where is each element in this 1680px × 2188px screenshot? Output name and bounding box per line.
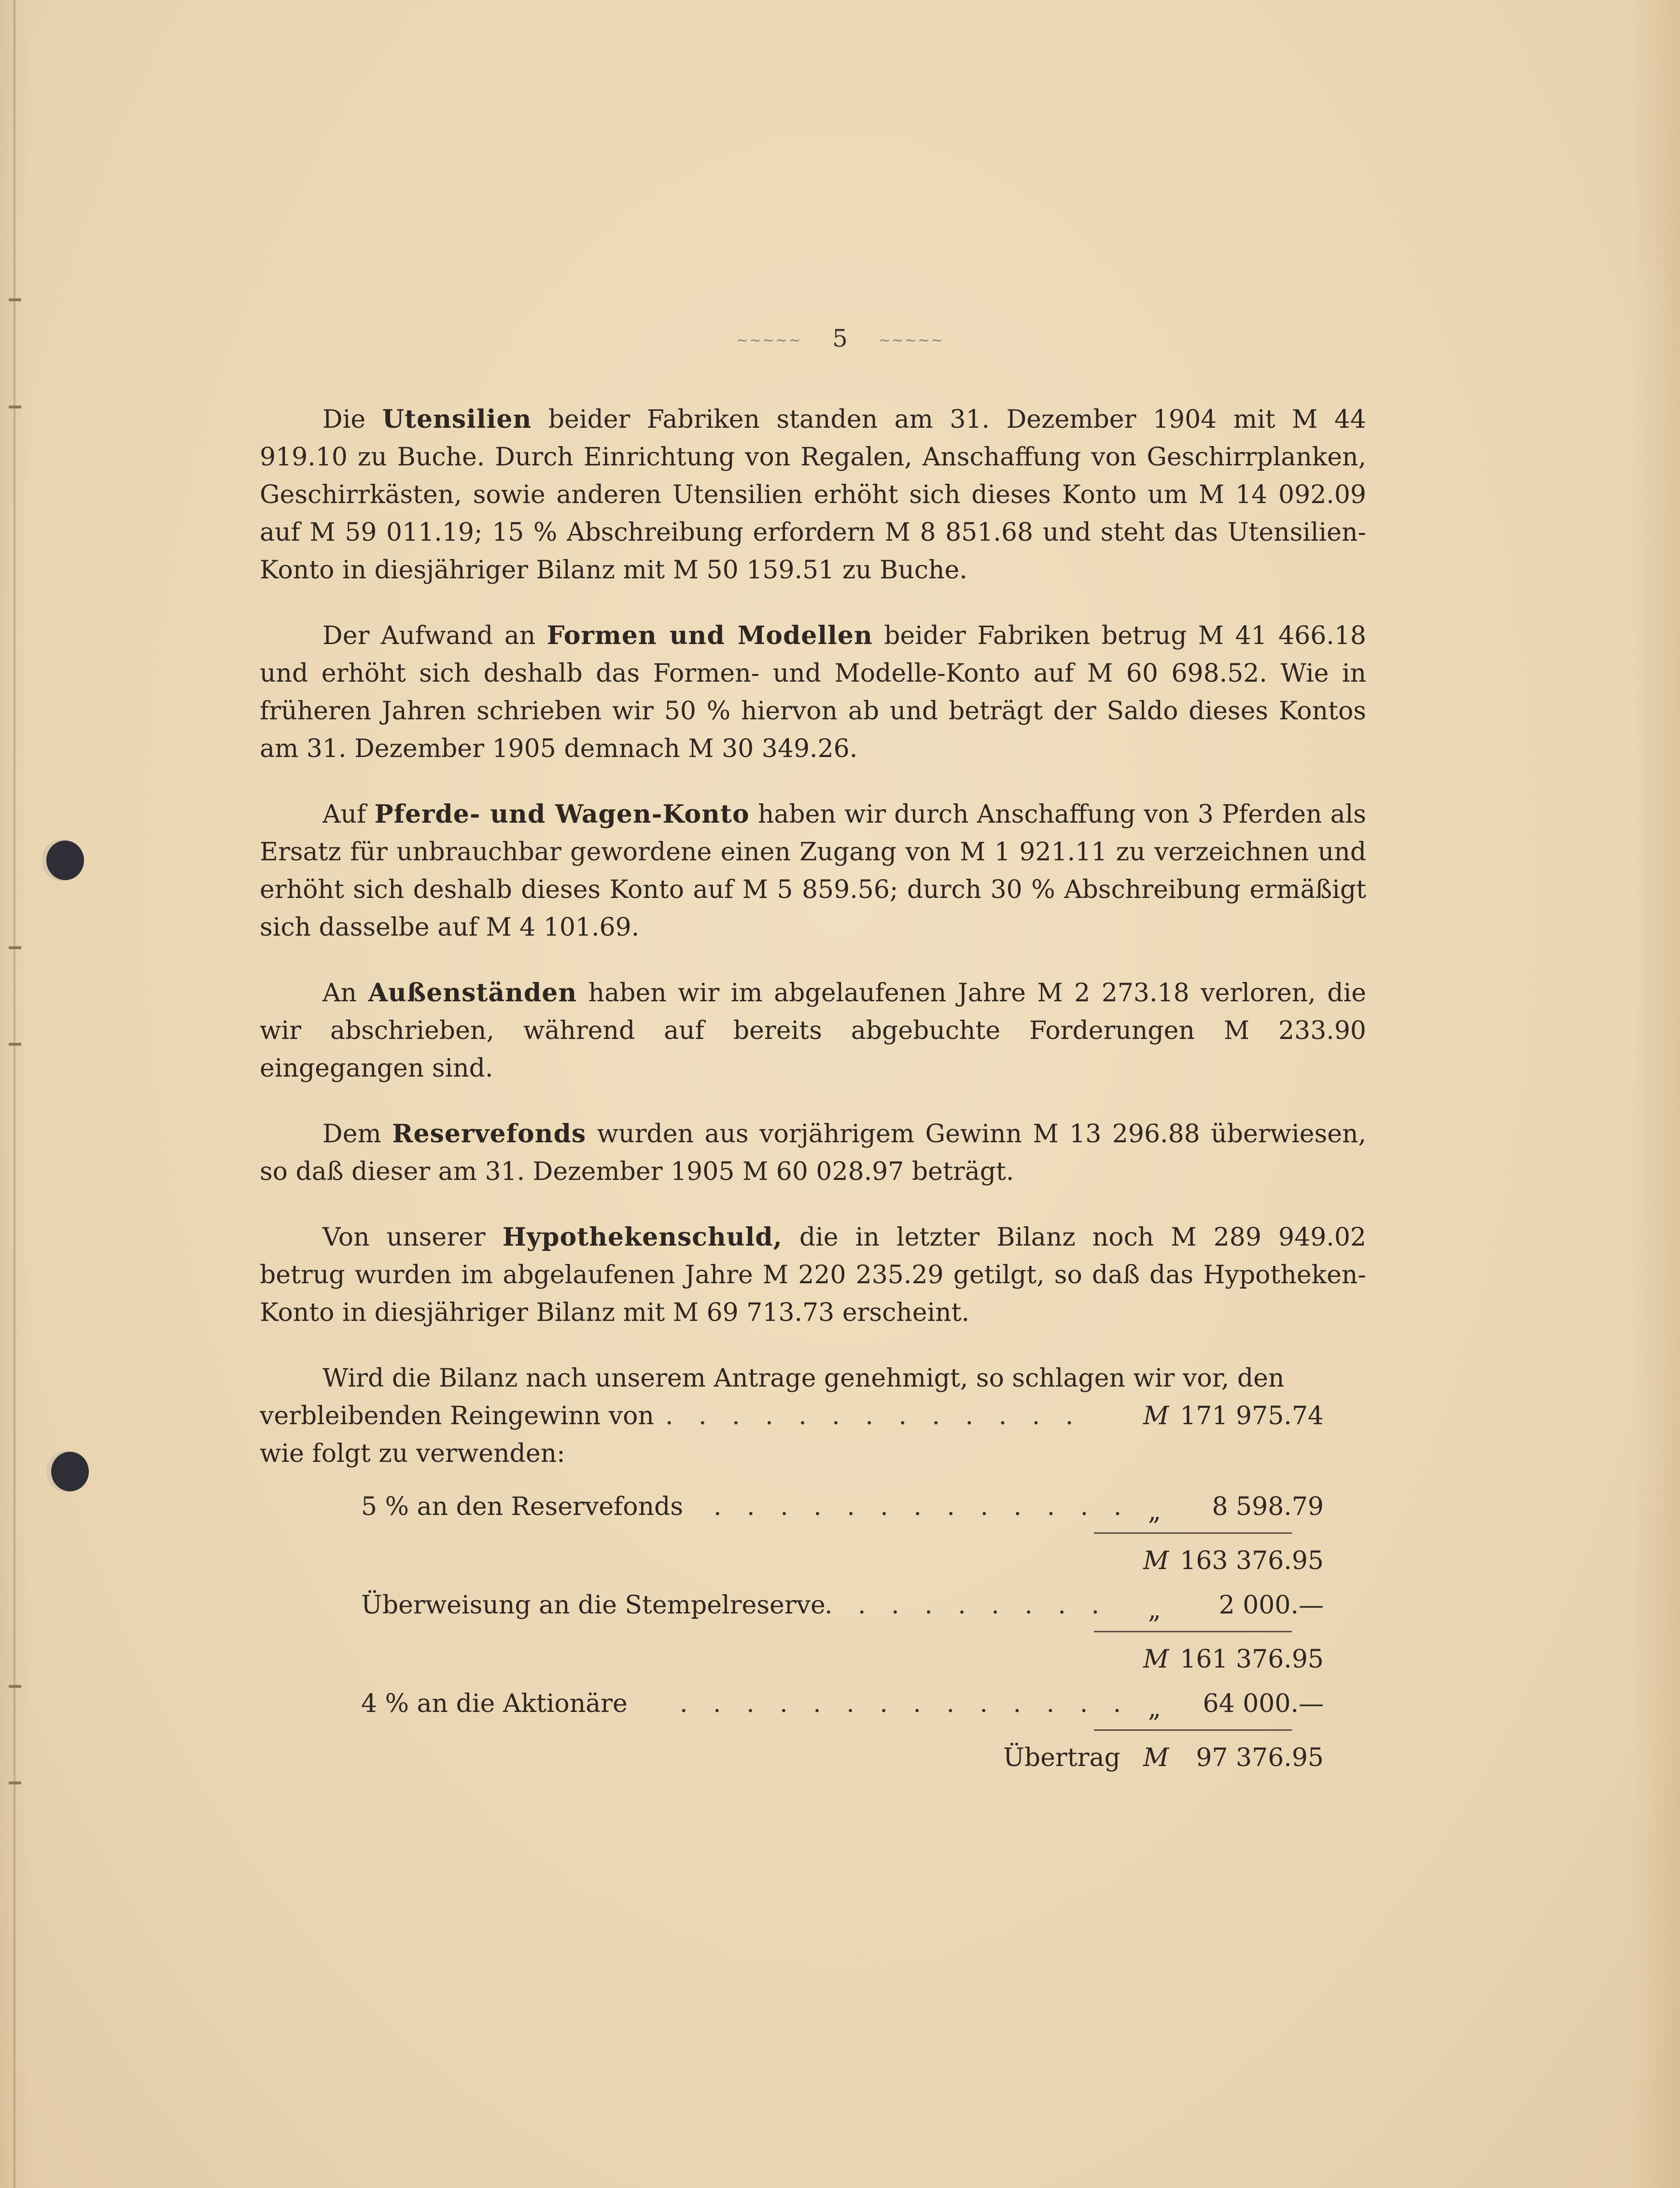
currency-mark: M (1143, 1546, 1169, 1575)
rule-row (260, 1532, 1366, 1542)
ledger-row (260, 1685, 1366, 1729)
para-lead: An (322, 979, 368, 1008)
para-text: wurden aus vorjährigem Gewinn M 13 296.88 überwiesen, so daß dieser am 31. Dezember 1905 M 60 028.97 beträgt. (260, 1120, 1366, 1186)
paragraph-reservefonds (260, 1115, 1366, 1191)
currency-mark: M (1143, 1743, 1169, 1772)
rule-row (260, 1631, 1366, 1641)
currency-mark: M (1143, 1402, 1169, 1431)
use-intro-text: wie folgt zu verwenden: (260, 1439, 565, 1468)
para-heading: Utensilien (382, 405, 532, 434)
row-amount: 8 598.79 (1212, 1492, 1324, 1521)
leader-dots: . . . . . . . . . . . . . . (680, 1689, 1130, 1718)
ledger-row (260, 1488, 1366, 1532)
sum-rule (1094, 1532, 1292, 1534)
row-label: 4 % an die Aktionäre (361, 1689, 628, 1718)
staple-mark (9, 1685, 21, 1688)
para-text: haben wir durch Anschaffung von 3 Pferden als Ersatz für unbrauchbar gewordene einen Zugang von M 1 921.11 zu verzeichnen und erhöht sich deshalb dieses Konto auf M 5 859.56; durch 30 % Abschreibung ermäßigt sich dasselbe auf M 4 101.69. (260, 800, 1366, 942)
subtotal-amount: 163 376.95 (1180, 1546, 1324, 1575)
currency-mark: M (1143, 1645, 1169, 1674)
report-body (260, 401, 1366, 1783)
staple-mark (9, 298, 21, 301)
row-amount: 64 000.— (1203, 1689, 1324, 1718)
leader-dots: . . . . . . . . . . . . . (714, 1492, 1131, 1521)
para-heading: Pferde- und Wagen-Konto (374, 799, 750, 829)
net-profit-label: verbleibenden Reingewinn von (260, 1402, 654, 1431)
row-label: Überweisung an die Stempelreserve (361, 1591, 826, 1620)
ledger-row (260, 1586, 1366, 1631)
net-profit-amount: 171 975.74 (1180, 1402, 1324, 1431)
sum-rule (1094, 1631, 1292, 1632)
staple-mark (9, 946, 21, 949)
carry-amount: 97 376.95 (1196, 1743, 1324, 1772)
staple-mark (9, 406, 21, 408)
subtotal-amount: 161 376.95 (1180, 1645, 1324, 1674)
punch-hole (51, 1452, 89, 1491)
paragraph-formen (260, 617, 1366, 768)
row-amount: 2 000.— (1218, 1591, 1324, 1620)
ditto-mark: „ (1148, 1596, 1161, 1625)
leader-dots: . . . . . . . . . . . . . (665, 1402, 1082, 1431)
para-heading: Außenständen (368, 978, 577, 1008)
staple-mark (9, 1043, 21, 1046)
para-lead: Dem (322, 1120, 392, 1149)
profit-distribution-ledger (260, 1397, 1366, 1783)
page-number-value: 5 (832, 324, 848, 352)
paragraph-pferde (260, 796, 1366, 946)
para-heading: Reservefonds (392, 1119, 587, 1149)
paragraph-antrag (260, 1360, 1366, 1397)
ornament-right: ~~~~~ (878, 332, 944, 349)
para-text: Wird die Bilanz nach unserem Antrage genehmigt, so schlagen wir vor, den (322, 1364, 1285, 1393)
para-text: die in letzter Bilanz noch M 289 949.02 betrug wurden im abgelaufenen Jahre M 220 235.29 getilgt, so daß das Hypotheken-Konto in diesjähriger Bilanz mit M 69 713.73 erscheint. (260, 1223, 1366, 1327)
ledger-intro (260, 1435, 1366, 1488)
staple-mark (9, 1781, 21, 1784)
carry-label: Übertrag (1003, 1743, 1120, 1772)
para-lead: Der Aufwand an (322, 621, 547, 650)
ledger-subtotal (260, 1641, 1366, 1685)
leader-dots: . . . . . . . . . (825, 1591, 1108, 1620)
ornament-left: ~~~~~ (736, 332, 802, 349)
sum-rule (1094, 1729, 1292, 1731)
ledger-subtotal (260, 1542, 1366, 1586)
ditto-mark: „ (1148, 1497, 1161, 1526)
row-label: 5 % an den Reservefonds (361, 1492, 684, 1521)
ditto-mark: „ (1148, 1694, 1161, 1723)
para-text: beider Fabriken standen am 31. Dezember 1904 mit M 44 919.10 zu Buche. Durch Einrichtung von Regalen, Anschaffung von Geschirrplanken, Geschirrkästen, sowie anderen Utensilien erhöht sich dieses Konto um M 14 092.09 auf M 59 011.19; 15 % Abschreibung erfordern M 8 851.68 und steht das Utensilien-Konto in diesjähriger Bilanz mit M 50 159.51 zu Buche. (260, 405, 1366, 585)
punch-hole (46, 841, 84, 880)
para-lead: Von unserer (322, 1223, 503, 1252)
para-heading: Formen und Modellen (546, 621, 873, 650)
para-text: beider Fabriken betrug M 41 466.18 und erhöht sich deshalb das Formen- und Modelle-Konto auf M 60 698.52. Wie in früheren Jahren schrieben wir 50 % hiervon ab und beträgt der Saldo dieses Kontos am 31. Dezember 1905 demnach M 30 349.26. (260, 621, 1366, 763)
rule-row (260, 1729, 1366, 1739)
para-text: haben wir im abgelaufenen Jahre M 2 273.18 verloren, die wir abschrieben, während auf bereits abgebuchte Forderungen M 233.90 eingegangen sind. (260, 979, 1366, 1083)
ledger-carry-forward (260, 1739, 1366, 1783)
ledger-row-net-profit (260, 1397, 1366, 1435)
para-lead: Auf (322, 800, 375, 829)
paragraph-hypothekenschuld (260, 1219, 1366, 1332)
para-heading: Hypothekenschuld, (502, 1222, 783, 1252)
paragraph-utensilien (260, 401, 1366, 589)
para-lead: Die (322, 405, 382, 434)
page-number (0, 324, 1680, 352)
paragraph-aussenstaende (260, 974, 1366, 1087)
